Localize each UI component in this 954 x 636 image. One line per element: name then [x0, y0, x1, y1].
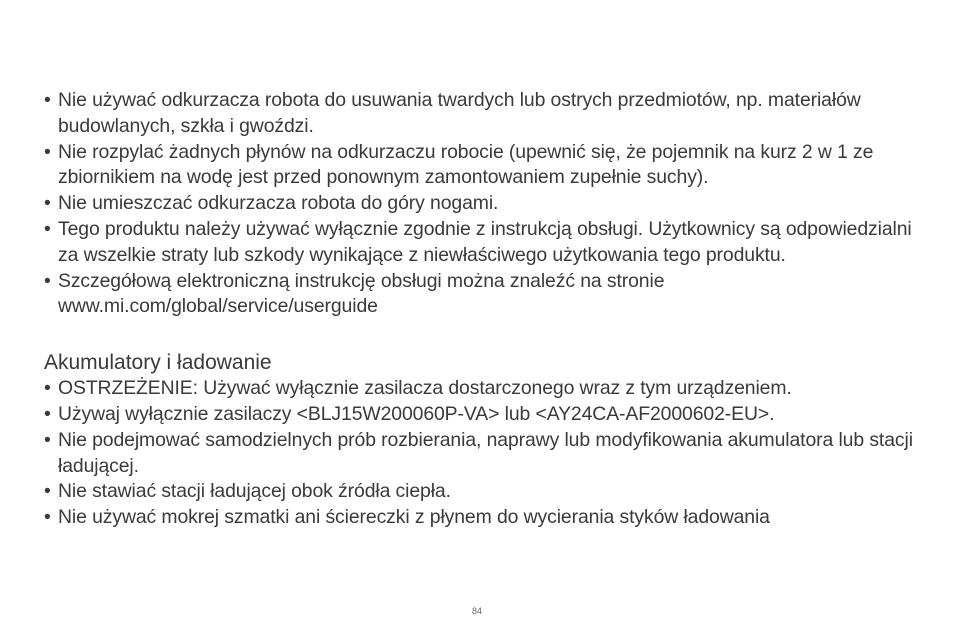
page-number: 84 [471, 606, 482, 616]
list-item-text: Nie podejmować samodzielnych prób rozbierania, naprawy lub modyfikowania akumulatora lub stacji ładującej. [58, 428, 913, 477]
bullet-icon: • [44, 192, 51, 215]
bullet-icon: • [44, 428, 51, 451]
list-item-text: OSTRZEŻENIE: Używać wyłącznie zasilacza dostarczonego wraz z tym urządzeniem. [58, 377, 792, 400]
list-item-text: Używaj wyłącznie zasilaczy <BLJ15W200060P-VA> lub <AY24CA-AF2000602-EU>. [58, 402, 775, 425]
list-item [44, 402, 924, 428]
list-item-text: Nie używać mokrej szmatki ani ściereczki z płynem do wycierania styków ładowania [58, 506, 770, 529]
bullet-icon: • [44, 217, 51, 240]
list-item [44, 269, 924, 321]
bullet-icon: • [44, 480, 51, 503]
manual-page-content [44, 88, 924, 531]
list-item-text: Tego produktu należy używać wyłącznie zgodnie z instrukcją obsługi. Użytkownicy są odpowiedzialni za wszelkie straty lub szkody wynikające z niewłaściwego użytkowania tego produktu. [58, 217, 912, 266]
bullet-icon: • [44, 377, 51, 400]
safety-bullet-list [44, 88, 924, 320]
list-item-text: Nie stawiać stacji ładującej obok źródła ciepła. [58, 480, 451, 503]
bullet-icon: • [44, 269, 51, 292]
bullet-icon: • [44, 506, 51, 529]
list-item [44, 376, 924, 402]
list-item [44, 479, 924, 505]
battery-bullet-list [44, 376, 924, 531]
list-item [44, 140, 924, 192]
list-item [44, 217, 924, 269]
list-item [44, 88, 924, 140]
list-item-text: Nie używać odkurzacza robota do usuwania twardych lub ostrych przedmiotów, np. materiałów budowlanych, szkła i gwoździ. [58, 89, 861, 137]
list-item [44, 505, 924, 531]
section-heading: Akumulatory i ładowanie [44, 351, 272, 375]
bullet-icon: • [44, 89, 51, 111]
list-item [44, 191, 924, 217]
list-item-text: Nie umieszczać odkurzacza robota do góry nogami. [58, 192, 499, 215]
list-item-text: Szczegółową elektroniczną instrukcję obsługi można znaleźć na stronie www.mi.com/global/service/userguide [58, 269, 665, 318]
bullet-icon: • [44, 140, 51, 163]
list-item-text: Nie rozpylać żadnych płynów na odkurzaczu robocie (upewnić się, że pojemnik na kurz 2 w 1 ze zbiornikiem na wodę jest przed ponownym zamontowaniem zupełnie suchy). [58, 140, 874, 189]
list-item [44, 428, 924, 480]
bullet-icon: • [44, 402, 51, 425]
